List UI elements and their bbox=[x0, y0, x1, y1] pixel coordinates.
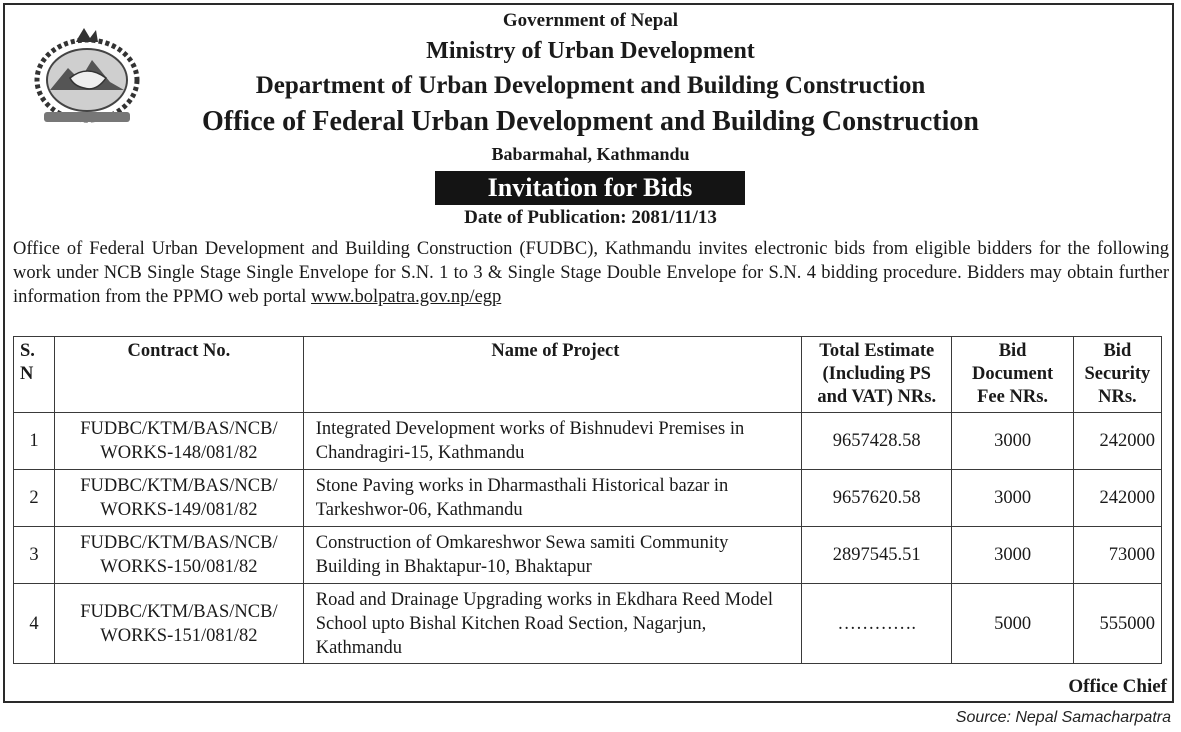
header-security: Bid Security NRs. bbox=[1073, 337, 1161, 413]
cell-doc-fee: 5000 bbox=[952, 584, 1073, 664]
header-project: Name of Project bbox=[303, 337, 801, 413]
table-row bbox=[14, 413, 1162, 470]
source-credit: Source: Nepal Samacharpatra bbox=[955, 709, 1171, 726]
cell-estimate: 9657620.58 bbox=[802, 470, 952, 527]
intro-text: Office of Federal Urban Development and Building Construction (FUDBC), Kathmandu invites electronic bids from eligible bidders for the following work under NCB Single Stage Single Envelope for S.N. 1 to 3 & Single Stage Double Envelope for S.N. 4 bidding procedure. Bidders may obtain further information from the PPMO web portal bbox=[13, 239, 1169, 307]
ministry-name: Ministry of Urban Development bbox=[426, 38, 755, 64]
cell-contract: FUDBC/KTM/BAS/NCB/ WORKS-149/081/82 bbox=[55, 470, 304, 527]
table-header-row bbox=[14, 337, 1162, 413]
cell-doc-fee: 3000 bbox=[952, 413, 1073, 470]
cell-estimate: …………. bbox=[802, 584, 952, 664]
cell-contract: FUDBC/KTM/BAS/NCB/ WORKS-148/081/82 bbox=[55, 413, 304, 470]
cell-doc-fee: 3000 bbox=[952, 470, 1073, 527]
publication-date: Date of Publication: 2081/11/13 bbox=[464, 207, 717, 228]
cell-contract: FUDBC/KTM/BAS/NCB/ WORKS-151/081/82 bbox=[55, 584, 304, 664]
cell-project: Stone Paving works in Dharmasthali Historical bazar in Tarkeshwor-06, Kathmandu bbox=[303, 470, 801, 527]
cell-sn: 4 bbox=[14, 584, 55, 664]
office-address: Babarmahal, Kathmandu bbox=[491, 144, 690, 164]
table-row bbox=[14, 470, 1162, 527]
cell-contract: FUDBC/KTM/BAS/NCB/ WORKS-150/081/82 bbox=[55, 527, 304, 584]
cell-estimate: 9657428.58 bbox=[802, 413, 952, 470]
ppmo-portal-link[interactable]: www.bolpatra.gov.np/egp bbox=[311, 287, 502, 307]
cell-security: 73000 bbox=[1073, 527, 1161, 584]
cell-project: Construction of Omkareshwor Sewa samiti Community Building in Bhaktapur-10, Bhaktapur bbox=[303, 527, 801, 584]
cell-sn: 1 bbox=[14, 413, 55, 470]
header-contract: Contract No. bbox=[55, 337, 304, 413]
cell-doc-fee: 3000 bbox=[952, 527, 1073, 584]
signature-title: Office Chief bbox=[1068, 676, 1167, 697]
cell-estimate: 2897545.51 bbox=[802, 527, 952, 584]
cell-project: Integrated Development works of Bishnudevi Premises in Chandragiri-15, Kathmandu bbox=[303, 413, 801, 470]
header-sn: S. N bbox=[14, 337, 55, 413]
bids-table bbox=[13, 336, 1162, 664]
cell-project: Road and Drainage Upgrading works in Ekdhara Reed Model School upto Bishal Kitchen Road Section, Nagarjun, Kathmandu bbox=[303, 584, 801, 664]
intro-paragraph bbox=[13, 237, 1169, 309]
office-name: Office of Federal Urban Development and Building Construction bbox=[202, 106, 979, 137]
cell-security: 242000 bbox=[1073, 413, 1161, 470]
header-estimate: Total Estimate (Including PS and VAT) NRs. bbox=[802, 337, 952, 413]
government-name: Government of Nepal bbox=[502, 10, 679, 31]
department-name: Department of Urban Development and Building Construction bbox=[255, 72, 926, 99]
notice-title: Invitation for Bids bbox=[435, 171, 745, 205]
cell-security: 242000 bbox=[1073, 470, 1161, 527]
cell-security: 555000 bbox=[1073, 584, 1161, 664]
table-row bbox=[14, 527, 1162, 584]
cell-sn: 3 bbox=[14, 527, 55, 584]
cell-sn: 2 bbox=[14, 470, 55, 527]
table-row bbox=[14, 584, 1162, 664]
header-doc-fee: Bid Document Fee NRs. bbox=[952, 337, 1073, 413]
